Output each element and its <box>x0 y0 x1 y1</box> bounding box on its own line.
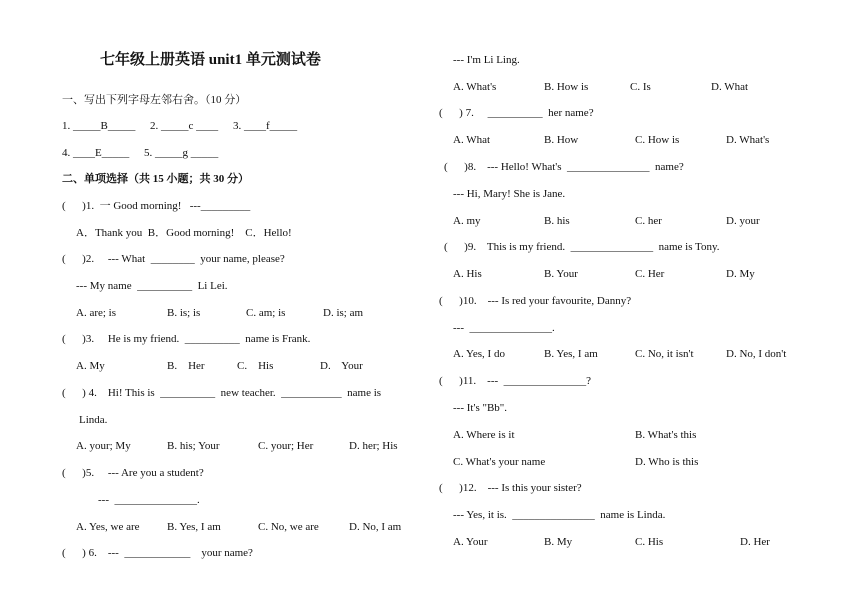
question-12-option-d: D. Her <box>740 536 770 548</box>
question-9-option-b: B. Your <box>544 268 578 280</box>
question-12-line2: --- Yes, it is. _______________ name is Linda. <box>453 509 666 521</box>
question-7-option-a: A. What <box>453 134 491 146</box>
question-6-option-b: B. How is <box>544 81 589 93</box>
question-12-option-c: C. His <box>635 536 664 548</box>
question-4-line2: Linda. <box>79 414 108 426</box>
question-11-option-c: C. What's your name <box>453 456 546 468</box>
question-11-option-d: D. Who is this <box>635 456 699 468</box>
question-10-stem: ( )10. --- Is red your favourite, Danny? <box>439 295 632 307</box>
section-1-heading: 一、写出下列字母左邻右舍。（10 分） <box>62 94 247 106</box>
question-5-option-a: A. Yes, we are <box>76 521 140 533</box>
question-6-line2: --- I'm Li Ling. <box>453 54 520 66</box>
question-6-option-c: C. Is <box>630 81 651 93</box>
question-12-stem: ( )12. --- Is this your sister? <box>439 482 582 494</box>
question-4-stem: ( ) 4. Hi! This is __________ new teacher. ___________ name is <box>62 387 382 399</box>
question-9-stem: ( )9. This is my friend. _______________ name is Tony. <box>444 241 720 253</box>
question-1-stem: ( )1. 一 Good morning! ---_________ <box>62 200 251 212</box>
question-7-option-c: C. How is <box>635 134 680 146</box>
question-2-line2: --- My name __________ Li Lei. <box>76 280 228 292</box>
question-2-stem: ( )2. --- What ________ your name, please? <box>62 253 285 265</box>
question-8-stem: ( )8. --- Hello! What's _______________ name? <box>444 161 684 173</box>
page-title: 七年级上册英语 unit1 单元测试卷 <box>100 52 321 68</box>
question-7-option-d: D. What's <box>726 134 770 146</box>
blank-5: 5. _____g _____ <box>144 147 219 159</box>
question-10-option-b: B. Yes, I am <box>544 348 598 360</box>
question-3-option-a: A. My <box>76 360 105 372</box>
question-3-stem: ( )3. He is my friend. __________ name is Frank. <box>62 333 311 345</box>
question-12-option-a: A. Your <box>453 536 488 548</box>
question-8-option-c: C. her <box>635 215 662 227</box>
question-9-option-c: C. Her <box>635 268 665 280</box>
question-8-option-d: D. your <box>726 215 760 227</box>
question-6-option-d: D. What <box>711 81 749 93</box>
question-7-stem: ( ) 7. __________ her name? <box>439 107 594 119</box>
question-11-stem: ( )11. --- _______________? <box>439 375 592 387</box>
question-12-option-b: B. My <box>544 536 573 548</box>
question-2-option-a: A. are; is <box>76 307 117 319</box>
question-9-option-a: A. His <box>453 268 482 280</box>
question-3-option-d: D. Your <box>320 360 363 372</box>
question-8-option-b: B. his <box>544 215 570 227</box>
question-4-option-d: D. her; His <box>349 440 398 452</box>
question-3-option-b: B. Her <box>167 360 205 372</box>
question-11-option-a: A. Where is it <box>453 429 515 441</box>
question-4-option-c: C. your; Her <box>258 440 314 452</box>
blank-2: 2. _____c ____ <box>150 120 219 132</box>
question-2-option-c: C. am; is <box>246 307 286 319</box>
question-6-stem: ( ) 6. --- ____________ your name? <box>62 547 253 559</box>
question-1-options: A．Thank you B．Good morning! C．Hello! <box>76 227 292 239</box>
question-10-option-d: D. No, I don't <box>726 348 787 360</box>
question-6-option-a: A. What's <box>453 81 497 93</box>
question-10-option-c: C. No, it isn't <box>635 348 694 360</box>
blank-3: 3. ____f_____ <box>233 120 298 132</box>
question-5-option-b: B. Yes, I am <box>167 521 221 533</box>
question-2-option-b: B. is; is <box>167 307 201 319</box>
question-5-line2: --- _______________. <box>98 494 200 506</box>
question-10-option-a: A. Yes, I do <box>453 348 505 360</box>
question-2-option-d: D. is; am <box>323 307 364 319</box>
question-5-option-c: C. No, we are <box>258 521 319 533</box>
question-5-stem: ( )5. --- Are you a student? <box>62 467 204 479</box>
question-3-option-c: C. His <box>237 360 274 372</box>
question-4-option-b: B. his; Your <box>167 440 220 452</box>
question-4-option-a: A. your; My <box>76 440 131 452</box>
question-10-line2: --- _______________. <box>453 322 555 334</box>
blank-4: 4. ____E_____ <box>62 147 130 159</box>
question-11-line2: --- It's "Bb". <box>453 402 508 414</box>
blank-1: 1. _____B_____ <box>62 120 136 132</box>
question-11-option-b: B. What's this <box>635 429 697 441</box>
question-7-option-b: B. How <box>544 134 579 146</box>
section-2-heading: 二、单项选择（共 15 小题；共 30 分） <box>62 173 249 185</box>
question-9-option-d: D. My <box>726 268 755 280</box>
question-8-line2: --- Hi, Mary! She is Jane. <box>453 188 566 200</box>
question-5-option-d: D. No, I am <box>349 521 402 533</box>
question-8-option-a: A. my <box>453 215 481 227</box>
